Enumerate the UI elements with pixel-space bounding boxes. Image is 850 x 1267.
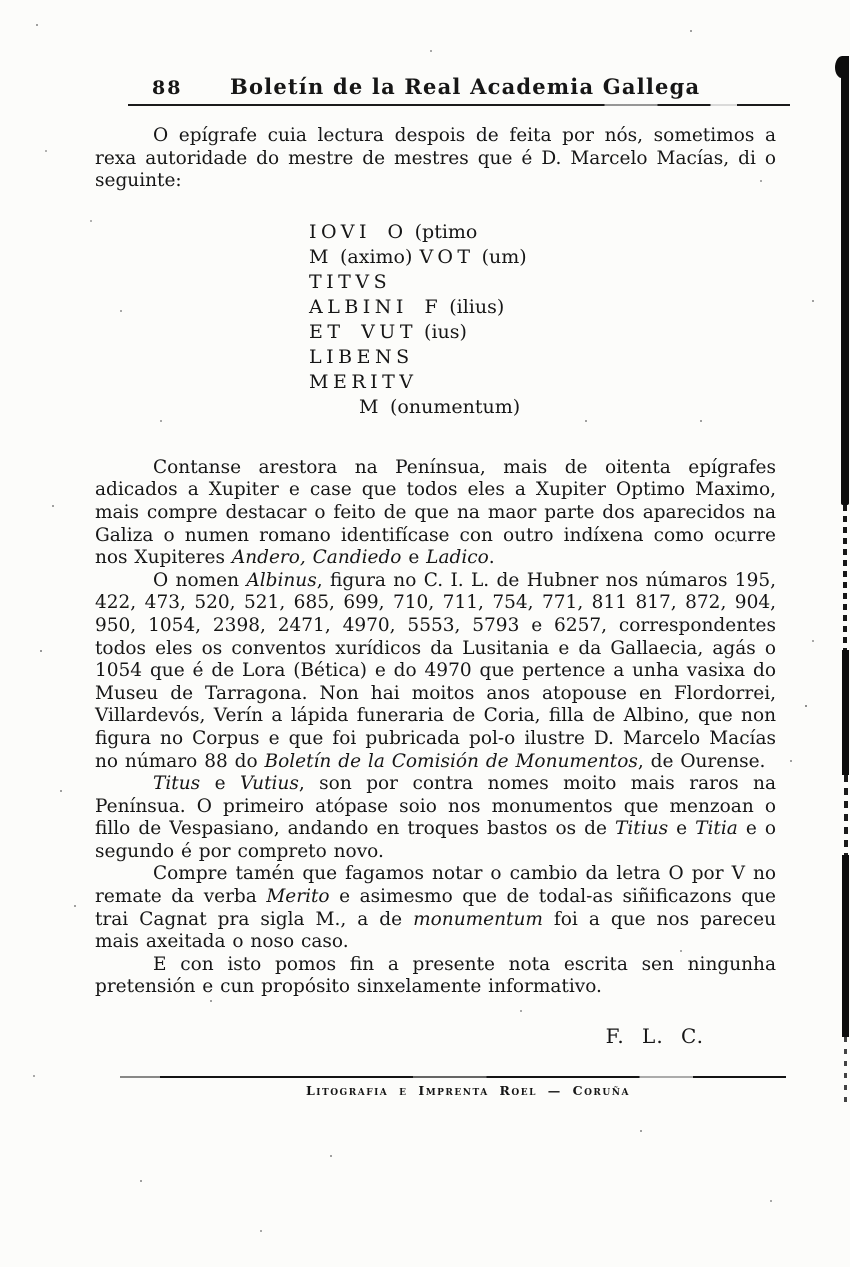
header-rule	[128, 104, 790, 106]
text-column	[95, 125, 776, 1048]
scan-artifact-edge	[842, 855, 849, 1037]
author-initials: F. L. C.	[605, 1024, 704, 1049]
intro-paragraphs	[95, 125, 776, 193]
inscription-line: MERITV	[309, 370, 418, 393]
journal-title: Boletín de la Real Academia Gallega	[230, 74, 701, 99]
scan-artifact-edge	[841, 62, 849, 505]
scan-artifact-edge	[843, 505, 847, 650]
main-paragraphs	[95, 457, 776, 999]
page-number: 88	[152, 77, 183, 99]
inscription-line: TITVS	[309, 270, 392, 293]
paragraph: O nomen Albinus, figura no C. I. L. de Hubner nos númaros 195, 422, 473, 520, 521, 685, 699, 710, 711, 754, 771, 811 817, 872, 904, 950, 1054, 2398, 2471, 4970, 5553, 5793 e 6257, correspondentes todos eles os conventos xurídicos da Lusitania e da Gallaecia, agás o 1054 que é de Lora (Bética) e do 4970 que pertence a unha vasixa do Museu de Tarragona. Non hai moitos anos atopouse en Flordorrei, Villardevós, Verín a lápida funeraria de Coria, filla de Albino, que non figura no Corpus e que foi pubricada pol-o ilustre D. Marcelo Macías no númaro 88 do Boletín de la Comisión de Monumentos, de Ourense.	[95, 569, 776, 772]
inscription-line: M (onumentum)	[359, 395, 521, 418]
paragraph: Titus e Vutius, son por contra nomes moito mais raros na Penínsua. O primeiro atópase soio nos monumentos que menzoan o fillo de Vespasiano, andando en troques bastos os de Titius e Titia e o segundo é por compreto novo.	[95, 773, 777, 862]
scan-artifact-edge	[842, 650, 849, 775]
inscription-line: ALBINI F (ilius)	[309, 295, 505, 318]
inscription-line: M (aximo) VOT (um)	[309, 245, 527, 268]
scan-noise	[0, 0, 2, 2]
inscription-block	[309, 220, 776, 420]
paragraph: Contanse arestora na Penínsua, mais de oitenta epígrafes adicados a Xupiter e case que todos eles a Xupiter Optimo Maximo, mais compre destacar o feito de que na maor parte dos aparecidos na Galiza o numen romano identifícase con outro indíxena como ocurre nos Xupiteres Andero, Candiedo e Ladico.	[95, 456, 776, 569]
inscription-line: ET VUT (ius)	[309, 320, 467, 343]
paragraph: O epígrafe cuia lectura despois de feita por nós, sometimos a rexa autoridade do mestre de mestres que é D. Marcelo Macías, di o seguinte:	[95, 125, 776, 192]
paragraph: Compre tamén que fagamos notar o cambio da letra O por V no remate da verba Merito e asimesmo que de todal-as siñificazons que trai Cagnat pra sigla M., a de monumentum foi a que nos pareceu mais axeitada o noso caso.	[95, 863, 776, 953]
scan-artifact-edge	[844, 1037, 847, 1102]
inscription-line: IOVI O (ptimo	[309, 220, 478, 243]
scan-artifact-edge	[844, 775, 848, 855]
paragraph: E con isto pomos fin a presente nota escrita sen ningunha pretensión e cun propósito sinxelamente informativo.	[95, 953, 776, 998]
inscription-line: LIBENS	[309, 345, 414, 368]
footer-rule	[120, 1076, 786, 1078]
printer-imprint: Litografia e Imprenta Roel — Coruña	[306, 1083, 630, 1098]
